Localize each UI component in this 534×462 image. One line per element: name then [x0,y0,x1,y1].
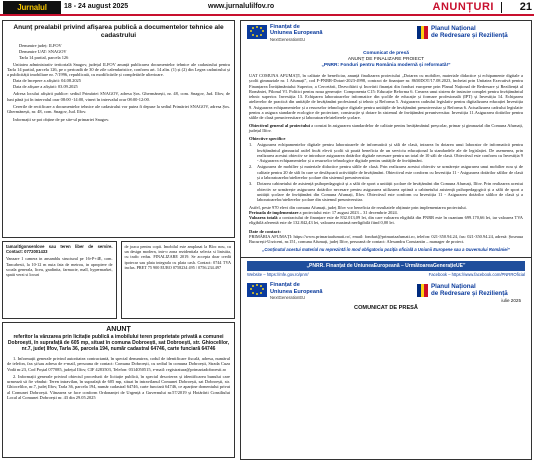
auction-notice [2,322,235,458]
header-divider [501,2,502,13]
contact-text: PRIMĂRIA AFUMAȚI: https://www.primariaafumati.ro/, email: fonduri@primariaafumati.ro, telefon: 021-350.94.24, fax: 021-350.94.24, adresă: Șoseaua București-Urziceni, nr.151, comuna Afumați, județ Ilfov, persoană de contact: Alexandru Constantin – manager de proiect. [249,233,523,245]
facebook-link[interactable]: Facebook – https://www.facebook.com/PNRROficial [428,272,525,278]
romania-flag-icon [417,284,428,297]
pnrr-label: Planul Național de Redresare și Reziliență [431,283,508,298]
auction-heading: ANUNȚ [106,326,131,333]
press-release-body [241,69,531,254]
page-number: 21 [519,1,532,13]
auction-paragraph: 1. Informații generale privind autoritatea contractantă, în special denumirea, codul de identificare fiscală, adresa, numărul de telefon, fax și/sau adresa de e-mail, persoana de contact: Comuna Dobroești, cu sediul în comuna Dobroești, Strada Cuza Vodă nr.23, Cod Poștal 077085, județul Ilfov, CIF 4283503, Telefon: 0314050515, e-mail: registratura@primariadobroesti.ro [7,356,230,372]
notice-paragraph: Unitatea administrativ teritorială Snagov, județul ILFOV anunță publicarea documentelor tehnice ale cadastrului pentru Tarla 14 partial, parcela 126, pe o perioadă de 30 de zile calendaristice, conform art. 14 alin. (1) și (2) din Legea cadastrului și a publicității imobiliare nr. 7/1996, republicată, cu modificările și completările ulterioare. [7,61,230,78]
eu-funding-label: Finanțat de Uniunea Europeană [270,282,323,295]
objective-item: 2. Asigurarea de mobilier și materiale didactice pentru sălile de clasă. Prin realizarea acestui obiectiv se urmărește asigurarea unui mobilier nou și de calitate pentru 20 de săli în care se desfășoară activitățile de învățământ. Obiectivul este conform cu Investiția 11 - Asigurarea dotărilor sălilor de clasă și a laboratoarelor/atelierelor școlare din sistemul preuniversitar. [249,164,523,181]
notice-line: Denumire UAT: SNAGOV [19,48,67,54]
press-release-title: Comunicat de presă [363,51,409,56]
auction-title: referitor la vânzarea prin licitație publică a imobilului teren proprietate privată a comunei Dobroești, în suprafață de 605 mp, situat în comuna Dobroești, sat Dobroești, str. Ghiocelilor, nr.7, județ Ilfov, Tarla 36, parcela 194, număr cadastral 64746, carte funciară 64746 [7,334,230,352]
page-header [0,0,534,16]
objective-text: Dotarea cabinetului de asistență psihopedagogică și a sălii de sport a unității școlare de învățământ din Comuna Afumați, Ilfov. Prin realizarea acestui obiectiv se urmărește asigurarea dotărilor necesare pentru asigurarea utilizarea optimă a cabinetului asistență psihopedagogică și a sălii de sport a unității școlare de învățământ din Comuna Afumați, Ilfov. Obiectivul este conform cu Investiția 11 - Asigurarea dotărilor sălilor de clasă și a laboratoarelor/atelierelor școlare din sistemul preuniversitar. [257,181,523,203]
value-text: a contractului de finanțare este de 832.013,09 lei, din care valoarea eligibilă din PNRR este în cuantum 699.170,66 lei, iar valoarea TVA eligibilă aferentă este de 132.842,43 lei, valoarea maximă neeligibilă fiind 0,00 lei. [249,215,523,226]
press-release [240,20,532,460]
notice-paragraph: Adresa locului afișării publice: sediul Primăriei SNAGOV, adresa Șos. Ghermănești, nr. 48, com. Snagov, Jud. Ilfov, de luni până joi în intervalul orar 08:00 -14:00, vineri în intervalul orar 08:00-12:00. [7,91,230,102]
objective-text: Asigurarea de mobilier și materiale didactice pentru sălile de clasă. Prin realizarea acestui obiectiv se urmărește asigurarea unui mobilier nou și de calitate pentru 20 de săli în care se desfășoară activitățile de învățământ. Obiectivul este conform cu Investiția 11 - Asigurarea dotărilor sălilor de clasă și a laboratoarelor/atelierelor școlare din sistemul preuniversitar. [257,164,523,181]
classified-lead: tamarit/gonsenlove sau teren liber de servire. Contact: 0772001433 [6,244,113,255]
newspaper-logo [3,1,61,14]
funding-logos-bottom [241,279,531,305]
notice-line: Data de începere a afișării: 04.08.2025 [13,78,81,84]
notice-line: Data de afișare a afișării: 03.09.2025 [13,84,78,90]
general-objective-text: a constat în asigurarea standardelor de calitate pentru învățământul preșcolar, primar și gimnazial din Comuna Afumați, județul Ilfov. [249,122,523,133]
contact-heading: Date de contact: [249,228,281,234]
value-heading: Valoarea totală [249,215,278,221]
specific-objectives-heading: Obiective specifice [249,136,286,142]
cadastre-notice [2,20,235,238]
objective-item: 1. Asigurarea echipamentelor digitale pentru laboratoarele de informatică și săli de clasă, intrarea în dotarea unui laborator de informatică pentru învățământul gimnazial astfel încât elevii școlii să poată beneficia de un serviciu educațional la standardele ale de legislației. De asemenea, prin realizarea acestui obiectiv se introduce asigurarea dotărilor digitale necesare pentru un total de 10 săli de clasă. Obiectivul este conform cu Investiția 9 - Asigurarea echipamentelor și a resurselor tehnologice digitale pentru unitățile de învățământ. [249,142,523,164]
disclaimer: „Conținutul acestui material nu reprezintă în mod obligatoriu poziția oficială a Uniunii Europene sau a Guvernului României” [262,247,510,253]
section-divider [241,257,531,258]
period-value: a proiectului este: 17 august 2023 – 31 decembrie 2024. [299,209,398,215]
notice-line: Tarla 14 partial, parcela 126 [19,54,69,60]
eu-flag-icon [247,283,267,297]
eu-funding-label: Finanțat de Uniunea Europeană [270,24,323,37]
pnrr-banner: „PNRR. Finanțat de UniuneaEuropeană – UrmătoareaGenerațieUE” [247,261,525,271]
section-title: ANUNȚURI [432,1,494,13]
banner-links [247,272,525,277]
total-value [249,215,523,226]
classified-ad-1 [2,241,117,319]
general-objective [249,123,523,134]
funding-logos [241,21,531,51]
eu-subtitle: NextGenerationEU [270,37,306,42]
objective-text: Asigurarea echipamentelor digitale pentru laboratoarele de informatică și săli de clasă, intrarea în dotarea unui laborator de informatică pentru învățământul gimnazial astfel încât elevii școlii să poată beneficia de un serviciu educațional la standardele ale de legislației. De asemenea, prin realizarea acestui obiectiv se introduce asigurarea dotărilor digitale necesare pentru un total de 10 săli de clasă. Obiectivul este conform cu Investiția 9 - Asigurarea echipamentelor și a resurselor tehnologice digitale pentru unitățile de învățământ. [257,142,523,164]
eu-subtitle: NextGenerationEU [270,295,306,301]
notice-line: Denumire județ: ILFOV [19,43,62,48]
cadastre-notice-title: Anunț prealabil privind afișarea publică a documentelor tehnice ale cadastrului [13,24,224,39]
romania-flag-icon [417,26,428,39]
notice-paragraph: Cererile de rectificare a documentelor tehnice ale cadastrului vor putea fi depuse la sediul Primăriei SNAGOV, adresa Șos. Ghermănești, nr. 48, com. Snagov, Jud. Ilfov. [7,103,230,115]
press-release-project: „PNRR: Fonduri pentru România modernă și reformată!” [321,63,451,68]
intro-paragraph: UAT COMUNA AFUMAȚI, în calitate de beneficiar, anunță finalizarea proiectului „Dotarea cu mobilier, materiale didactice și echipamente digitale a școlii gimnaziale nr. 1 Afumați”, cod F-PNRR-Dotari-2023-4998, contract de finanțare nr. 8650DOT/17.08.2023, încheiat prin Unitatea Executivă pentru Finanțarea Învățământului Superior, a Cercetării, Dezvoltării și Inovării finanțat din fonduri europene prin Planul Național de Redresare și Reziliență al României, Pilonul VI. Politici pentru noua generație: Componenta C15: Educație Reforma 6. Crearea unui sistem de instruire complet pentru învățământul tehnic superior. Investiția 13. Echiparea laboratoarelor informatice din școlile de educație și formare profesională (IPT) și Investiția 14. Echiparea atelierelor de practică din unitățile de învățământ profesional și tehnic și Reforma 5. Asigurarea cadrului legislativ pentru digitalizarea educației Investiția 9. Asigurarea echipamentelor și a resurselor tehnologice digitale pentru unitățile de învățământ preuniversitar și Reforma 6. Actualizarea cadrului legislativ pentru a asigura standarde ecologice de proiectare, construcție și dotare în sistemul de învățământ preuniversitar. Investiția 11.Asigurarea dotărilor pentru sălile de clasă preuniversitare și laboratoarele/atelierele școlare. [249,73,523,121]
issue-date: 18 - 24 august 2025 [64,3,129,10]
classified-body: de joaca pentru copii. Imobilul este amplasat la Bloc nou, cu un design modern, intr-o zona rezidentiala selecta si linistita, cu trafic redus. FINALIZARE 2019. Se accepta doar credit ipotecar sau plata integrala cu plata cash. Contact: 0744 TVA inclus. PRET 75 900 EURO 0758234 495 / 0756.234.497 [124,244,231,270]
general-objective-heading: Obiectivul general al proiectului [249,122,310,128]
press-release-subtitle: ANUNȚ DE FINALIZARE PROIECT [347,57,425,62]
logo-text: Jurnalul [17,3,47,12]
beneficiaries-text: Astfel, peste 970 elevi din comuna Afumați, județ Ilfov vor beneficia de rezultatele obținute prin implementarea proiectului. [249,204,467,210]
classified-ad-2 [121,241,236,319]
period-heading: Perioada de implementare [249,209,299,215]
objective-item: 3. Dotarea cabinetului de asistență psihopedagogică și a sălii de sport a unității școlare de învățământ din Comuna Afumați, Ilfov. Prin realizarea acestui obiectiv se urmărește asigurarea dotărilor necesare pentru asigurarea utilizarea optimă a cabinetului asistență psihopedagogică și a sălii de sport a unității școlare de învățământ din Comuna Afumați, Ilfov. Obiectivul este conform cu Investiția 11 - Asigurarea dotărilor sălilor de clasă și a laboratoarelor/atelierelor școlare din sistemul preuniversitar. [249,181,523,203]
auction-paragraph: 2. Informații generale privind obiectul procedurii de licitație publică, în special descrierea și identificarea bunului care urmează să fie vândut: Teren intravilan, în suprafață de 605 mp, situat în intravilanul Comunei Dobroești, sat Dobroești, str. Ghiocelilor, nr.7, județ Ilfov, Tarla 36, parcela 194, număr cadastral 64746, carte funciară 64746, ce aparține domeniului privat al Comunei Dobroești. Vânzarea se face conform Ordonanței de Urgență a Guvernului nr.57/2019 și Hotărârii Consiliului Local al Comunei Dobroești nr. 43 din 29.05.2025 [7,373,230,401]
eu-flag-icon [247,25,267,39]
site-url: www.jurnalulilfov.ro [208,3,275,10]
left-column [2,20,235,460]
classified-body: Vanzare 1 camera in ansamblu structural pe 16+P+4E, com. Tancabesti, la 10-12 m nuta fata de metrou, in apropiere de scoala generala, liceu, gradinita, farmacie, mall, hypermarket, spatii verzi si locuri [6,256,113,278]
notice-paragraph: Informații se pot obține de pe site-ul primariei Snagov. [13,116,110,122]
pnrr-label: Planul Național de Redresare și Reziliență [431,25,508,39]
website-link[interactable]: Website – https://mfe.gov.ro/pnrr/ [247,272,309,278]
press-release-title-bottom: COMUNICAT DE PRESĂ [354,305,418,312]
classifieds-row [2,241,235,319]
release-date: iulie 2025 [501,298,521,304]
